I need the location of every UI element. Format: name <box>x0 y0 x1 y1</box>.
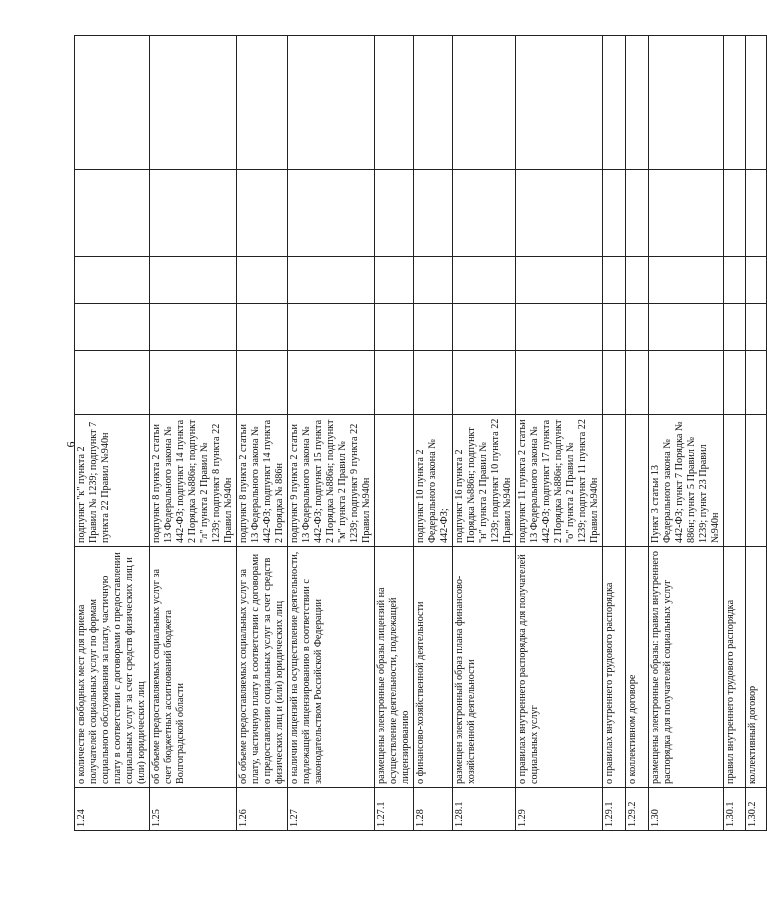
empty-cell <box>724 257 746 304</box>
empty-cell <box>375 257 414 304</box>
empty-cell <box>649 351 724 415</box>
page-number: 6 <box>63 441 78 448</box>
empty-cell <box>150 351 237 415</box>
empty-cell <box>75 351 150 415</box>
row-description: размещены электронные образы лицензий на осуществление деятельности, подлежащей лицензированию <box>375 547 414 788</box>
empty-cell <box>603 257 626 304</box>
empty-cell <box>375 304 414 351</box>
row-number: 1.30.2 <box>746 788 767 831</box>
row-number: 1.28 <box>414 788 453 831</box>
row-number: 1.28.1 <box>453 788 516 831</box>
row-description: об объеме предоставляемых социальных услуг за счет бюджетных ассигнований бюджета Волгоградской области <box>150 547 237 788</box>
row-description: правил внутреннего трудового распорядка <box>724 547 746 788</box>
document-table-rotated <box>74 36 758 831</box>
requirements-table <box>74 35 767 831</box>
row-description: размещен электронный образ плана финансово-хозяйственной деятельности <box>453 547 516 788</box>
empty-cell <box>288 351 375 415</box>
empty-cell <box>603 170 626 257</box>
empty-cell <box>150 304 237 351</box>
row-number: 1.26 <box>237 788 288 831</box>
empty-cell <box>75 257 150 304</box>
row-description: о финансово-хозяйственной деятельности <box>414 547 453 788</box>
empty-cell <box>237 351 288 415</box>
row-legal-basis: подпункт 11 пункта 2 статьи 13 Федерального закона № 442-ФЗ; подпункт 17 пункта 2 Порядка №886н; подпункт "о" пункта 2 Правил № 1239; подпункт 11 пункта 22 Правил №940н <box>516 415 603 547</box>
row-description: о количестве свободных мест для приема получателей социальных услуг по формам социального обслуживания за плату, частичную плату в соответствии с договорами о предоставлении социальных услуг за счет средств физических лиц и (или) юридических лиц <box>75 547 150 788</box>
empty-cell <box>516 351 603 415</box>
empty-cell <box>516 170 603 257</box>
empty-cell <box>453 170 516 257</box>
row-description: коллективный договор <box>746 547 767 788</box>
empty-cell <box>626 170 649 257</box>
empty-cell <box>746 351 767 415</box>
empty-cell <box>237 36 288 170</box>
empty-cell <box>626 36 649 170</box>
empty-cell <box>414 36 453 170</box>
empty-cell <box>626 257 649 304</box>
empty-cell <box>649 304 724 351</box>
table-row <box>375 36 414 831</box>
table-row <box>237 36 288 831</box>
row-legal-basis <box>724 415 746 547</box>
row-legal-basis <box>603 415 626 547</box>
empty-cell <box>375 36 414 170</box>
empty-cell <box>724 170 746 257</box>
empty-cell <box>375 351 414 415</box>
row-number: 1.29.2 <box>626 788 649 831</box>
row-legal-basis: подпункт 10 пункта 2 Федерального закона № 442-ФЗ; <box>414 415 453 547</box>
empty-cell <box>75 170 150 257</box>
empty-cell <box>453 304 516 351</box>
row-description: о правилах внутреннего распорядка для получателей социальных услуг <box>516 547 603 788</box>
row-description: о коллективном договоре <box>626 547 649 788</box>
table-row <box>626 36 649 831</box>
table-row <box>516 36 603 831</box>
empty-cell <box>724 36 746 170</box>
row-legal-basis: Пункт 3 статьи 13 Федерального закона № 442-ФЗ; пункт 7 Порядка № 886н; пункт 5 Правил № 1239; пункт 23 Правил №940н <box>649 415 724 547</box>
empty-cell <box>150 257 237 304</box>
empty-cell <box>626 304 649 351</box>
table-row <box>724 36 746 831</box>
row-legal-basis <box>746 415 767 547</box>
table-row <box>603 36 626 831</box>
empty-cell <box>746 36 767 170</box>
row-description: об объеме предоставляемых социальных услуг за плату, частичную плату в соответствии с договорами о предоставлении социальных услуг за счет средств физических лиц и (или) юридических лиц <box>237 547 288 788</box>
row-number: 1.29.1 <box>603 788 626 831</box>
table-row <box>746 36 767 831</box>
row-number: 1.30.1 <box>724 788 746 831</box>
empty-cell <box>516 36 603 170</box>
empty-cell <box>649 170 724 257</box>
empty-cell <box>603 36 626 170</box>
row-description: размещены электронные образы: правил внутреннего распорядка для получателей социальных услуг <box>649 547 724 788</box>
row-number: 1.24 <box>75 788 150 831</box>
row-legal-basis: подпункт 9 пункта 2 статьи 13 Федерального закона № 442-ФЗ; подпункт 15 пункта 2 Порядка №886н; подпункт "м" пункта 2 Правил № 1239; подпункт 9 пункта 22 Правил №940н <box>288 415 375 547</box>
empty-cell <box>288 257 375 304</box>
empty-cell <box>724 351 746 415</box>
empty-cell <box>603 351 626 415</box>
empty-cell <box>746 304 767 351</box>
row-number: 1.29 <box>516 788 603 831</box>
empty-cell <box>288 170 375 257</box>
empty-cell <box>237 257 288 304</box>
row-legal-basis: подпункт "к" пункта 2 Правил № 1239; подпункт 7 пункта 22 Правил №940н <box>75 415 150 547</box>
table-row <box>453 36 516 831</box>
row-legal-basis: подпункт 8 пункта 2 статьи 13 Федерального закона № 442-ФЗ; подпункт 14 пункта 2 Порядка № 886н <box>237 415 288 547</box>
empty-cell <box>516 257 603 304</box>
table-body <box>75 36 767 831</box>
table-row <box>75 36 150 831</box>
empty-cell <box>150 170 237 257</box>
row-legal-basis <box>626 415 649 547</box>
empty-cell <box>453 257 516 304</box>
empty-cell <box>288 304 375 351</box>
table-row <box>288 36 375 831</box>
empty-cell <box>414 304 453 351</box>
empty-cell <box>237 304 288 351</box>
empty-cell <box>414 257 453 304</box>
empty-cell <box>414 351 453 415</box>
table-row <box>414 36 453 831</box>
row-number: 1.27.1 <box>375 788 414 831</box>
empty-cell <box>288 36 375 170</box>
empty-cell <box>746 170 767 257</box>
empty-cell <box>414 170 453 257</box>
empty-cell <box>75 304 150 351</box>
empty-cell <box>453 36 516 170</box>
row-number: 1.27 <box>288 788 375 831</box>
empty-cell <box>237 170 288 257</box>
empty-cell <box>150 36 237 170</box>
empty-cell <box>724 304 746 351</box>
row-description: о наличии лицензий на осуществление деятельности, подлежащей лицензированию в соответствии с законодательством Российской Федерации <box>288 547 375 788</box>
empty-cell <box>649 257 724 304</box>
table-row <box>150 36 237 831</box>
empty-cell <box>453 351 516 415</box>
empty-cell <box>375 170 414 257</box>
empty-cell <box>75 36 150 170</box>
row-legal-basis: подпункт 8 пункта 2 статьи 13 Федерального закона № 442-ФЗ; подпункт 14 пункта 2 Порядка №886н; подпункт "л" пункта 2 Правил № 1239; подпункт 8 пункта 22 Правил №940н <box>150 415 237 547</box>
empty-cell <box>516 304 603 351</box>
empty-cell <box>603 304 626 351</box>
empty-cell <box>626 351 649 415</box>
row-legal-basis: подпункт 16 пункта 2 Порядка №886н; подпункт "н" пункта 2 Правил № 1239; подпункт 10 пункта 22 Правил №940н <box>453 415 516 547</box>
empty-cell <box>746 257 767 304</box>
empty-cell <box>649 36 724 170</box>
row-legal-basis <box>375 415 414 547</box>
row-number: 1.30 <box>649 788 724 831</box>
table-row <box>649 36 724 831</box>
row-number: 1.25 <box>150 788 237 831</box>
row-description: о правилах внутреннего трудового распорядка <box>603 547 626 788</box>
